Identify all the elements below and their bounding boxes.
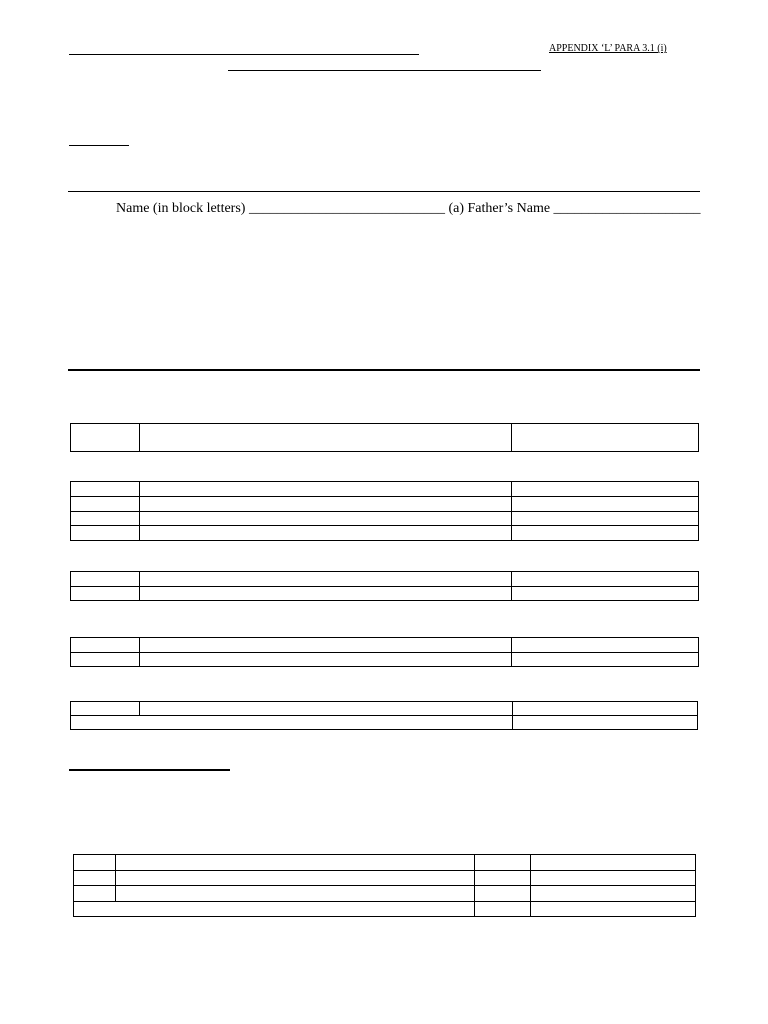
table-row [74, 870, 696, 886]
table-cell[interactable] [116, 855, 475, 871]
table-cell[interactable] [71, 511, 140, 526]
table-cell[interactable] [140, 638, 512, 653]
table-cell[interactable] [512, 638, 699, 653]
table-cell[interactable] [116, 886, 475, 902]
heading-blank-line-2 [228, 70, 541, 71]
table-row [74, 901, 696, 917]
table-row [71, 496, 699, 511]
table-cell[interactable] [116, 870, 475, 886]
table-cell[interactable] [74, 855, 116, 871]
table-cell[interactable] [475, 855, 531, 871]
table-cell[interactable] [140, 511, 512, 526]
table-cell[interactable] [512, 482, 699, 497]
table-cell-total[interactable] [74, 901, 475, 917]
section-divider-2 [68, 369, 700, 371]
table-row [71, 702, 698, 716]
table-row [74, 855, 696, 871]
table-row [71, 482, 699, 497]
table-cell[interactable] [140, 702, 513, 716]
table-cell[interactable] [71, 572, 140, 587]
name-fields-line: Name (in block letters) ____________________________ (a) Father’s Name _____________________ [116, 201, 701, 216]
table-row [71, 716, 698, 730]
table-cell[interactable] [512, 496, 699, 511]
table-cell[interactable] [512, 586, 699, 601]
table-cell[interactable] [513, 702, 698, 716]
table-cell-total[interactable] [71, 716, 513, 730]
table-cell[interactable] [512, 511, 699, 526]
table-cell[interactable] [74, 870, 116, 886]
table-cell[interactable] [140, 526, 512, 541]
table-header-box [70, 423, 699, 452]
table-cell[interactable] [71, 496, 140, 511]
table-cell[interactable] [475, 886, 531, 902]
table-cell[interactable] [531, 855, 696, 871]
section-underline [69, 769, 230, 771]
table-cell[interactable] [512, 572, 699, 587]
table-row [71, 638, 699, 653]
table-cell[interactable] [512, 652, 699, 667]
table-cell[interactable] [475, 870, 531, 886]
table-row [71, 572, 699, 587]
table-cell[interactable] [531, 870, 696, 886]
heading-blank-line-1 [69, 54, 419, 55]
table-cell[interactable] [71, 702, 140, 716]
table-cell[interactable] [140, 572, 512, 587]
table-cell[interactable] [74, 886, 116, 902]
table-cell[interactable] [513, 716, 698, 730]
table-cell[interactable] [140, 586, 512, 601]
table-group-2 [70, 571, 699, 601]
table-group-5 [73, 854, 696, 917]
section-divider-1 [68, 191, 700, 192]
table-row [71, 652, 699, 667]
table-cell[interactable] [71, 638, 140, 653]
table-cell[interactable] [140, 424, 512, 452]
table-cell[interactable] [512, 526, 699, 541]
table-row [71, 586, 699, 601]
table-cell[interactable] [140, 482, 512, 497]
short-underline [69, 145, 129, 146]
table-group-1 [70, 481, 699, 541]
table-cell[interactable] [71, 586, 140, 601]
table-group-4 [70, 701, 698, 730]
table-row [71, 511, 699, 526]
table-cell[interactable] [71, 424, 140, 452]
table-row [71, 526, 699, 541]
table-cell[interactable] [71, 652, 140, 667]
table-cell[interactable] [71, 482, 140, 497]
table-row [71, 424, 699, 452]
table-cell[interactable] [512, 424, 699, 452]
table-cell[interactable] [140, 496, 512, 511]
table-cell[interactable] [140, 652, 512, 667]
table-cell[interactable] [71, 526, 140, 541]
appendix-reference: APPENDIX ‘L’ PARA 3.1 (i) [549, 43, 667, 54]
table-group-3 [70, 637, 699, 667]
table-cell[interactable] [475, 901, 531, 917]
table-cell[interactable] [531, 901, 696, 917]
table-cell[interactable] [531, 886, 696, 902]
table-row [74, 886, 696, 902]
